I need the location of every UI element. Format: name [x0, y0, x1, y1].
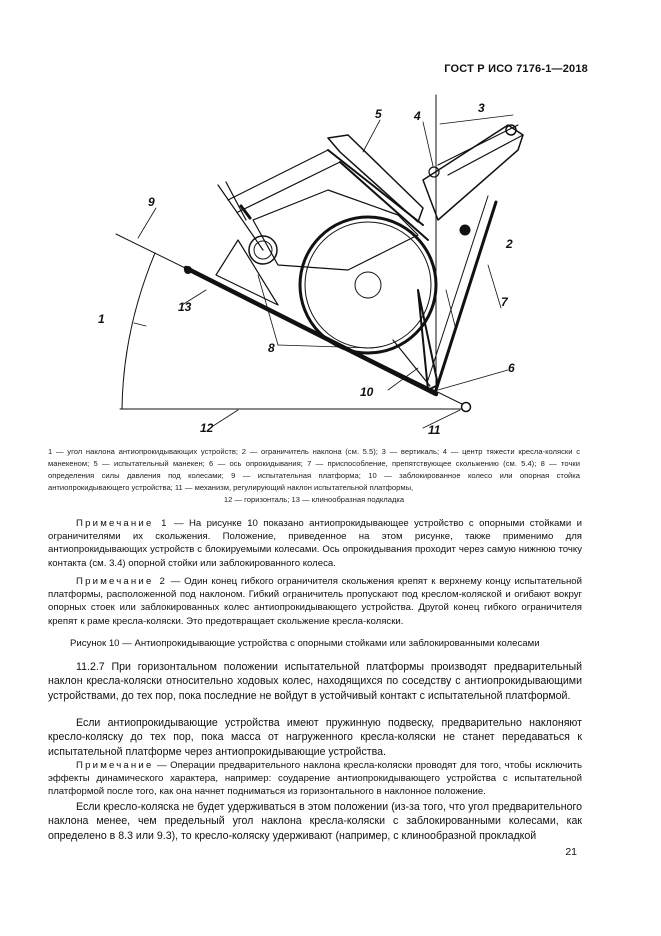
figure-wheelchair-tilt-test	[78, 90, 538, 435]
technical-drawing	[78, 90, 538, 435]
note-3	[48, 759, 582, 798]
note-2-text: — Один конец гибкого ограничителя скольжения крепят к верхнему концу испытательной платформы, расположенной под наклоном. Гибкий ограничитель пропускают под креслом-коляской и огибают вокруг опорных стоек или заблокированных колес антиопрокидывающего устройства. Другой конец гибкого ограничителя крепят к раме кресла-коляски. Это предотвращает скольжение кресла-коляски.	[48, 576, 582, 627]
note-3-text: — Операции предварительного наклона кресла-коляски проводят для того, чтобы исключить эффекты динамического характера, например: соударение антиопрокидывающего устройства с испытательной платформой после того, как она начнет подниматься из горизонтального в наклонное положение.	[48, 760, 582, 797]
note-3-label: Примечание	[76, 760, 154, 771]
callout-13: 13	[178, 300, 192, 314]
mannequin-torso	[423, 125, 523, 220]
figure-caption: Рисунок 10 — Антиопрокидывающие устройства с опорными стойками или заблокированными колесами	[70, 638, 540, 649]
wedge	[216, 240, 278, 305]
paragraph-hold: Если кресло-коляска не будет удерживаться в этом положении (из-за того, что угол предварительного наклона менее, чем предельный угол наклона кресла-коляски с заблокированными колесами, как определено в 8.3 или 9.3), то кресло-коляску удерживают (например, с клинообразной прокладкой	[48, 801, 582, 842]
legend-last-line: 12 — горизонталь; 13 — клинообразная подкладка	[223, 495, 405, 504]
callout-3: 3	[478, 101, 485, 115]
document-header: ГОСТ Р ИСО 7176-1—2018	[444, 63, 588, 75]
callout-2: 2	[506, 237, 513, 251]
tilt-limiter	[460, 225, 470, 235]
callout-7: 7	[501, 295, 508, 309]
platform-end-point	[185, 267, 192, 274]
callout-11: 11	[428, 423, 441, 435]
callout-8: 8	[268, 341, 275, 355]
callout-10: 10	[360, 385, 374, 399]
note-1-label: Примечание 1	[76, 518, 169, 529]
paragraph-11-2-7: 11.2.7 При горизонтальном положении испытательной платформы производят предварительный наклон кресла-коляски относительно ходовых колес, находящихся по соседству с антиопрокидывающими устройствами, до тех пор, пока последние не войдут в устойчивый контакт с испытательной платформой.	[48, 661, 582, 702]
note-1	[48, 517, 582, 570]
figure-legend	[48, 446, 580, 506]
callout-1: 1	[98, 312, 105, 326]
callout-5: 5	[375, 107, 382, 121]
rear-wheel	[300, 217, 436, 353]
paragraph-spring: Если антиопрокидывающие устройства имеют пружинную подвеску, предварительно наклоняют кресло-коляску до тех пор, пока масса от нагруженного кресла-коляски не станет передаваться к испытательной платформе через антиопрокидывающие устройства.	[48, 717, 582, 758]
callout-6: 6	[508, 361, 515, 375]
callout-12: 12	[200, 421, 214, 435]
legend-text: 1 — угол наклона антиопрокидывающих устройств; 2 — ограничитель наклона (см. 5.5); 3 — вертикаль; 4 — центр тяжести кресла-коляски с манекеном; 5 — испытательный манекен; 6 — ось опрокидывания; 7 — приспособление, препятствующее скольжению (см. 5.4); 8 — точки определения силы давления под колесами; 9 — испытательная платформа; 10 — заблокированное колесо или опорная стойка антиопрокидывающего устройства; 11 — механизм, регулирующий наклон испытательной платформы,	[48, 447, 580, 492]
platform-bar	[186, 268, 436, 394]
callout-9: 9	[148, 195, 155, 209]
note-1-text: — На рисунке 10 показано антиопрокидывающее устройство с опорными стойками и ограничителями их скольжения. Положение, приведенное на этом рисунке, также применимо для антиопрокидывающих устройств с блокируемыми колесами. Ось опрокидывания проходит через самую нижнюю точку контакта (см. 3.4) опорной стойки или заблокированного колеса.	[48, 518, 582, 569]
backrest	[328, 135, 423, 222]
tilt-mechanism	[462, 403, 471, 412]
angle-arc	[122, 253, 155, 409]
page-number: 21	[565, 846, 577, 858]
note-2	[48, 575, 582, 628]
note-2-label: Примечание 2	[76, 576, 168, 587]
callout-4: 4	[414, 109, 421, 123]
